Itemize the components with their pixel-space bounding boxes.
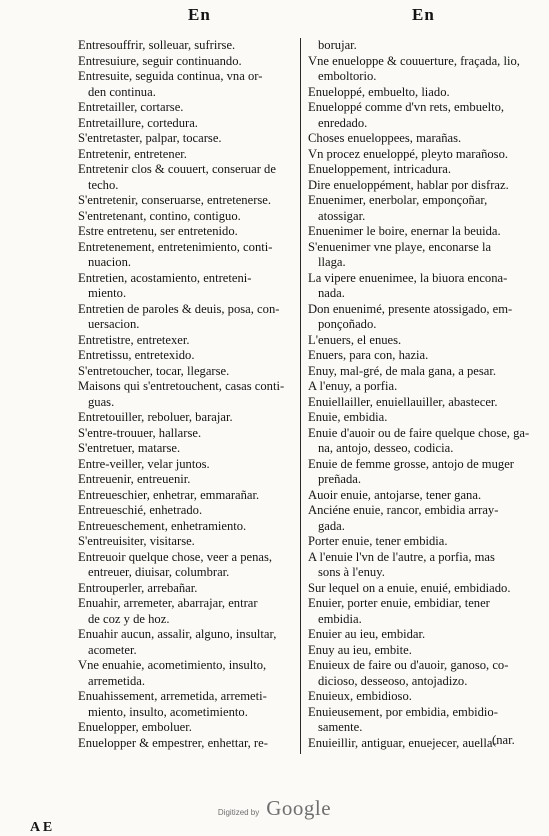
right-column-line: Choses enueloppees, marañas. — [308, 131, 462, 145]
left-column-line: Enuelopper, emboluer. — [78, 720, 192, 734]
left-column-line: Entresuite, seguida continua, vna or- — [78, 69, 263, 83]
left-column-line: Entretissu, entretexido. — [78, 348, 195, 362]
left-column-line: S'entretaster, palpar, tocarse. — [78, 131, 222, 145]
right-column-line: dicioso, desseoso, antojadizo. — [318, 673, 468, 688]
right-column-line: Enueloppé comme d'vn rets, embuelto, — [308, 100, 505, 114]
right-column-line: ponçoñado. — [318, 317, 377, 331]
right-column-line: A l'enuy, a porfia. — [308, 379, 398, 393]
right-column-line: Enuie d'auoir ou de faire quelque chose, ga- — [308, 425, 530, 440]
right-column-line: Sur lequel on a enuie, enuié, embidiado. — [308, 580, 511, 595]
left-column-line: Enuelopper & empestrer, enhettar, re- — [78, 735, 268, 750]
left-column-line: Entretien, acostamiento, entreteni- — [78, 270, 252, 285]
left-column-line: Entretouiller, reboluer, barajar. — [78, 410, 233, 424]
left-running-head: En — [188, 5, 211, 24]
right-column-line: Auoir enuie, antojarse, tener gana. — [308, 487, 482, 502]
right-column-line: nada. — [318, 286, 345, 300]
left-column-line: Entresouffrir, solleuar, sufrirse. — [78, 38, 236, 52]
right-column-line: emboltorio. — [318, 69, 377, 83]
right-column-line: enredado. — [318, 115, 368, 130]
right-column-line: Enuiellailler, enuiellauiller, abastecer. — [308, 394, 498, 409]
left-column-line: S'entretenant, contino, contiguo. — [78, 208, 241, 223]
right-column-line: embidia. — [318, 611, 362, 626]
left-column-line: Enuahir, arremeter, abarrajar, entrar — [78, 596, 258, 610]
left-column-line: Entreueschié, enhetrado. — [78, 503, 203, 517]
digitized-by-text: Digitized by — [217, 808, 260, 817]
right-column-line: Enuieux de faire ou d'auoir, ganoso, co- — [308, 658, 509, 672]
left-column-line: entreuer, diuisar, columbrar. — [88, 565, 230, 579]
right-column-line: Enuers, para con, hazia. — [308, 348, 429, 362]
left-column-line: den continua. — [88, 84, 156, 99]
column-divider — [300, 38, 301, 754]
right-column-line: S'enuenimer vne playe, enconarse la — [308, 239, 492, 254]
left-column-line: Entretien de paroles & deuis, posa, con- — [78, 301, 280, 316]
left-column-line: de coz y de hoz. — [88, 611, 170, 626]
right-column — [308, 38, 530, 751]
left-column-line: Entretistre, entretexer. — [78, 332, 190, 347]
left-column-line: S'entretuer, matarse. — [78, 441, 181, 455]
right-column-line: L'enuers, el enues. — [308, 332, 402, 347]
left-column-line: Estre entretenu, ser entretenido. — [78, 224, 238, 238]
left-column-line: Entretailler, cortarse. — [78, 100, 184, 114]
footer-fragment: A E — [30, 820, 53, 835]
right-column-line: La vipere enuenimee, la biuora encona- — [308, 270, 508, 285]
right-column-line: Anciéne enuie, rancor, embidia array- — [308, 503, 499, 517]
right-column-line: Porter enuie, tener embidia. — [308, 534, 448, 548]
right-column-line: Enuenimer le boire, enernar la beuida. — [308, 224, 501, 238]
right-column-line: na, antojo, desseo, codicia. — [318, 441, 454, 455]
left-column-line: Entretaillure, cortedura. — [78, 115, 198, 130]
right-column-line: Enueloppé, embuelto, liado. — [308, 84, 450, 99]
right-column-line: A l'enuie l'vn de l'autre, a porfia, mas — [308, 549, 495, 564]
left-column-line: Entreuoir quelque chose, veer a penas, — [78, 549, 273, 564]
left-column-line: Entretenir clos & couuert, conseruar de — [78, 162, 276, 176]
right-column-line: Vn procez enueloppé, pleyto marañoso. — [308, 146, 509, 161]
left-column-line: Vne enuahie, acometimiento, insulto, — [78, 658, 267, 672]
right-column-line: Enuieillir, antiguar, enuejecer, auella- — [308, 735, 497, 750]
left-column-line: uersacion. — [88, 317, 140, 331]
catchword: (nar. — [492, 733, 515, 747]
google-logo-text: Google — [266, 796, 332, 820]
left-column-line: Entreueschement, enhetramiento. — [78, 518, 247, 533]
left-column-line: Entrouperler, arrebañar. — [78, 580, 198, 595]
right-column-line: Enuieusement, por embidia, embidio- — [308, 704, 498, 719]
right-column-line: sons à l'enuy. — [318, 565, 385, 579]
left-column-line: Entreuenir, entreuenir. — [78, 472, 191, 486]
left-column-line: acometer. — [88, 642, 137, 657]
left-column-line: S'entretenir, conseruarse, entretenerse. — [78, 193, 272, 207]
right-column-line: Enuier au ieu, embidar. — [308, 627, 426, 641]
left-column-line: Entretenir, entretener. — [78, 146, 187, 161]
left-column-line: Entreueschier, enhetrar, emmarañar. — [78, 487, 260, 502]
right-column-line: Enuy au ieu, embite. — [308, 642, 412, 657]
right-column-line: Enuenimer, enerbolar, emponçoñar, — [308, 193, 488, 207]
left-column-line: S'entre-trouuer, hallarse. — [78, 425, 202, 440]
left-column-line: nuacion. — [88, 255, 132, 269]
right-column-line: Enuie de femme grosse, antojo de muger — [308, 456, 514, 471]
left-column-line: techo. — [88, 177, 119, 192]
right-column-line: gada. — [318, 518, 345, 533]
right-column-line: llaga. — [318, 255, 346, 269]
left-column-line: Enuahissement, arremetida, arremeti- — [78, 689, 267, 703]
right-column-line: preñada. — [318, 472, 362, 486]
left-column-line: Entretenement, entretenimiento, conti- — [78, 239, 273, 254]
left-column-line: Entresuiure, seguir continuando. — [78, 53, 242, 68]
right-column-line: Enuieux, embidioso. — [308, 689, 412, 703]
right-column-line: Enuie, embidia. — [308, 410, 388, 424]
left-column-line: Entre-veiller, velar juntos. — [78, 456, 210, 471]
left-column-line: miento, insulto, acometimiento. — [88, 704, 248, 719]
left-column-line: Enuahir aucun, assalir, alguno, insultar, — [78, 627, 277, 641]
left-column-line: miento. — [88, 286, 127, 300]
left-column-line: S'entreuisiter, visitarse. — [78, 534, 195, 548]
left-column-line: Maisons qui s'entretouchent, casas conti- — [78, 379, 285, 393]
right-running-head: En — [412, 5, 435, 24]
right-column-line: borujar. — [318, 38, 357, 52]
right-column-line: Enueloppement, intricadura. — [308, 162, 452, 176]
left-column-line: guas. — [88, 394, 115, 409]
right-column-line: Enuy, mal-gré, de mala gana, a pesar. — [308, 363, 497, 378]
left-column-line: S'entretoucher, tocar, llegarse. — [78, 363, 230, 378]
right-column-line: Dire enueloppément, hablar por disfraz. — [308, 177, 509, 192]
right-column-line: Don enuenimé, presente atossigado, em- — [308, 301, 513, 316]
right-column-line: Vne enueloppe & couuerture, fraçada, lio, — [308, 53, 520, 68]
right-column-line: atossigar. — [318, 208, 366, 223]
left-column-line: arremetida. — [88, 673, 145, 688]
right-column-line: samente. — [318, 720, 363, 734]
right-column-line: Enuier, porter enuie, embidiar, tener — [308, 596, 490, 610]
left-column — [78, 38, 303, 751]
google-watermark — [0, 796, 549, 821]
